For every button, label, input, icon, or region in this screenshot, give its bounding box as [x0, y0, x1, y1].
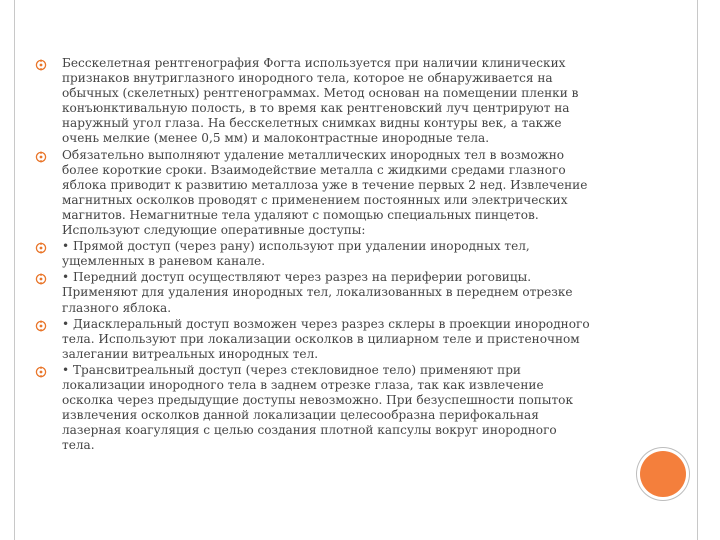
- ornament-bullet-icon: [34, 241, 48, 255]
- paragraph-text: Бесскелетная рентгенография Фогта используется при наличии клинических признаков внутриглазного инородного тела, которое не обнаруживается на обычных (скелетных) рентгенограммах. Метод основан на помещении пленки в конъюнктивальную полость, в то время как рентгеновский луч центрируют на наружный угол глаза. На бесскелетных снимках видны контуры век, а также очень мелкие (менее 0,5 мм) и малоконтрастные инородные тела.: [62, 56, 579, 146]
- list-item: [32, 239, 592, 269]
- paragraph-text: • Трансвитреальный доступ (через стекловидное тело) применяют при локализации инородного тела в заднем отрезке глаза, так как извлечение осколка через предыдущие доступы невозможно. При безуспешности попыток извлечения осколков данной локализации целесообразна перифокальная лазерная коагуляция с целью создания плотной капсулы вокруг инородного тела.: [62, 362, 574, 453]
- decorative-circle: [640, 451, 686, 497]
- paragraph-text: • Прямой доступ (через рану) используют при удалении инородных тел, ущемленных в раневом канале.: [62, 239, 530, 269]
- list-item: [32, 363, 592, 454]
- ornament-bullet-icon: [34, 272, 48, 286]
- slide-content: [32, 56, 592, 454]
- ornament-bullet-icon: [34, 365, 48, 379]
- list-item: [32, 270, 592, 315]
- paragraph-text: • Передний доступ осуществляют через разрез на периферии роговицы. Применяют для удаления инородных тел, локализованных в переднем отрезке глазного яблока.: [62, 270, 573, 315]
- paragraph-text: • Диасклеральный доступ возможен через разрез склеры в проекции инородного тела. Используют при локализации осколков в цилиарном теле и пристеночном залегании витреальных инородных тел.: [62, 316, 590, 361]
- list-item: [32, 56, 592, 147]
- list-item: [32, 148, 592, 239]
- ornament-bullet-icon: [34, 319, 48, 333]
- list-item: [32, 317, 592, 362]
- ornament-bullet-icon: [34, 58, 48, 72]
- paragraph-text: Обязательно выполняют удаление металлических инородных тел в возможно более короткие сроки. Взаимодействие металла с жидкими средами глазного яблока приводит к развитию металлоза уже в течение первых 2 нед. Извлечение магнитных осколков проводят с применением постоянных или электрических магнитов. Немагнитные тела удаляют с помощью специальных пинцетов. Используют следующие оперативные доступы:: [62, 147, 588, 238]
- ornament-bullet-icon: [34, 150, 48, 164]
